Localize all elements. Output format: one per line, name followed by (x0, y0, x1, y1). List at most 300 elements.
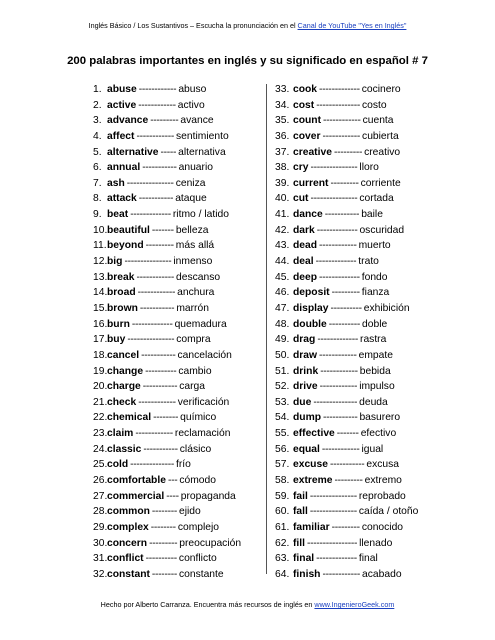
item-number: 61. (275, 521, 290, 533)
page-footer (0, 600, 495, 610)
english-word: chemical (107, 412, 152, 424)
vocabulary-item (93, 442, 263, 458)
item-number: 55. (275, 428, 290, 440)
dash-separator: --------------- (310, 162, 358, 174)
dash-separator: ------------ (321, 443, 360, 455)
dash-separator: ------------ (136, 130, 175, 142)
vocabulary-item (93, 254, 263, 270)
english-word: deposit (293, 287, 330, 299)
dash-separator: ------------ (322, 568, 361, 580)
english-word: deep (293, 271, 318, 283)
dash-separator: ------------- (319, 84, 360, 95)
dash-separator: --------------- (309, 490, 357, 502)
item-number: 57. (275, 459, 290, 471)
spanish-translation: preocupación (179, 537, 242, 549)
dash-separator: ----------- (324, 209, 360, 221)
spanish-translation: bebida (359, 365, 391, 377)
vocabulary-item (93, 145, 263, 161)
english-word: beat (107, 209, 129, 221)
dash-separator: --------- (145, 240, 174, 252)
english-word: final (293, 553, 315, 565)
english-word: cancel (107, 349, 140, 361)
spanish-translation: rastra (360, 334, 387, 346)
item-number: 12. (93, 256, 108, 268)
vocabulary-item (275, 473, 455, 489)
dash-separator: ----------- (323, 412, 358, 424)
english-word: finish (293, 568, 321, 580)
item-number: 28. (93, 506, 108, 518)
dash-separator: ------------ (319, 240, 357, 252)
dash-separator: --------- (331, 521, 360, 533)
english-word: constant (107, 568, 150, 580)
item-number: 20. (93, 381, 108, 393)
spanish-translation: más allá (175, 240, 215, 252)
dash-separator: -------------- (130, 459, 174, 471)
english-word: change (107, 365, 144, 377)
spanish-translation: corriente (360, 177, 401, 189)
dash-separator: ----------- (142, 381, 178, 393)
spanish-translation: constante (178, 568, 224, 580)
dash-separator: ------------- (131, 318, 173, 330)
vocabulary-item (93, 160, 263, 176)
dash-separator: --------- (334, 475, 363, 487)
item-number: 58. (275, 475, 290, 487)
spanish-translation: clásico (179, 443, 212, 455)
spanish-translation: reclamación (174, 428, 231, 440)
english-word: affect (107, 130, 135, 142)
vocabulary-item (275, 457, 455, 473)
english-word: draw (293, 349, 318, 361)
item-number: 4. (93, 130, 102, 142)
page-header (0, 21, 495, 31)
english-word: beyond (107, 240, 144, 252)
spanish-translation: igual (361, 443, 384, 455)
vocabulary-item (275, 410, 455, 426)
dash-separator: --------- (333, 146, 363, 158)
vocabulary-item (275, 489, 455, 505)
spanish-translation: baile (361, 209, 383, 221)
item-number: 6. (93, 162, 102, 174)
vocabulary-item (275, 191, 455, 207)
english-word: brown (107, 302, 138, 314)
item-number: 54. (275, 412, 290, 424)
spanish-translation: verificación (177, 396, 230, 408)
spanish-translation: muerto (358, 240, 391, 252)
item-number: 17. (93, 334, 108, 346)
dash-separator: ------------- (316, 224, 358, 236)
item-number: 56. (275, 443, 290, 455)
vocabulary-item (93, 238, 263, 254)
spanish-translation: marrón (176, 302, 209, 314)
english-word: common (107, 506, 150, 518)
item-number: 59. (275, 490, 290, 502)
spanish-translation: oscuridad (359, 224, 405, 236)
item-number: 21. (93, 396, 108, 408)
dash-separator: --------------- (126, 177, 174, 189)
item-number: 19. (93, 365, 108, 377)
item-number: 1. (93, 84, 102, 95)
vocabulary-list-left (93, 82, 263, 582)
english-word: drag (293, 334, 316, 346)
dash-separator: --------------- (127, 334, 175, 346)
item-number: 60. (275, 506, 290, 518)
english-word: effective (293, 428, 335, 440)
item-number: 32. (93, 568, 108, 580)
spanish-translation: abuso (178, 84, 207, 95)
dash-separator: ----------- (329, 459, 365, 471)
item-number: 33. (275, 84, 290, 95)
english-word: extreme (293, 475, 333, 487)
item-number: 36. (275, 130, 290, 142)
item-number: 37. (275, 146, 290, 158)
spanish-translation: doble (362, 318, 388, 330)
english-word: check (107, 396, 137, 408)
vocabulary-item (93, 395, 263, 411)
english-word: big (107, 256, 123, 268)
english-word: annual (107, 162, 141, 174)
spanish-translation: trato (358, 256, 379, 268)
vocabulary-item (275, 332, 455, 348)
english-word: cry (293, 162, 309, 174)
spanish-translation: inmenso (173, 256, 213, 268)
spanish-translation: activo (177, 99, 205, 111)
english-word: abuse (107, 84, 137, 95)
english-word: count (293, 115, 322, 127)
vocabulary-item (275, 379, 455, 395)
spanish-translation: creativo (364, 146, 401, 158)
vocabulary-item (93, 129, 263, 145)
english-word: alternative (107, 146, 159, 158)
english-word: broad (107, 287, 136, 299)
english-word: comfortable (107, 475, 166, 487)
english-word: excuse (293, 459, 328, 471)
spanish-translation: lloro (359, 162, 379, 174)
english-word: ash (107, 177, 125, 189)
spanish-translation: frío (175, 459, 191, 471)
item-number: 31. (93, 553, 108, 565)
vocabulary-item (275, 551, 455, 567)
dash-separator: ------------- (317, 334, 359, 346)
english-word: dance (293, 209, 323, 221)
dash-separator: ---- (166, 490, 179, 502)
item-number: 51. (275, 365, 290, 377)
spanish-translation: extremo (364, 475, 402, 487)
vocabulary-item (93, 82, 263, 98)
english-word: conflict (107, 553, 144, 565)
item-number: 15. (93, 302, 108, 314)
vocabulary-item (93, 536, 263, 552)
spanish-translation: avance (180, 115, 214, 127)
item-number: 7. (93, 177, 102, 189)
english-word: creative (293, 146, 332, 158)
dash-separator: ------------ (323, 115, 361, 127)
spanish-translation: fianza (361, 287, 390, 299)
english-word: classic (107, 443, 142, 455)
dash-separator: ----------- (142, 162, 177, 174)
dash-separator: ---------- (145, 365, 177, 377)
spanish-translation: cortada (359, 193, 394, 205)
dash-separator: ------- (336, 428, 359, 440)
item-number: 34. (275, 99, 290, 111)
english-word: fill (293, 537, 306, 549)
english-word: drink (293, 365, 319, 377)
dash-separator: --------- (149, 537, 178, 549)
column-divider (266, 84, 267, 574)
item-number: 23. (93, 428, 108, 440)
item-number: 2. (93, 99, 102, 111)
vocabulary-item (275, 426, 455, 442)
dash-separator: -------- (150, 521, 176, 533)
spanish-translation: acabado (362, 568, 402, 580)
item-number: 10. (93, 224, 108, 236)
dash-separator: ------------ (138, 99, 176, 111)
vocabulary-item (93, 489, 263, 505)
dash-separator: ------------ (322, 130, 361, 142)
vocabulary-item (93, 473, 263, 489)
dash-separator: -------------- (313, 396, 358, 408)
dash-separator: --------------- (309, 506, 357, 518)
vocabulary-item (275, 442, 455, 458)
english-word: advance (107, 115, 149, 127)
vocabulary-item (275, 98, 455, 114)
spanish-translation: cambio (178, 365, 212, 377)
spanish-translation: costo (362, 99, 387, 111)
item-number: 40. (275, 193, 290, 205)
footer-text: Hecho por Alberto Carranza. Encuentra más recursos de inglés en (100, 600, 315, 609)
english-word: deal (293, 256, 314, 268)
spanish-translation: fondo (361, 271, 388, 283)
vocabulary-item (275, 567, 455, 582)
english-word: burn (107, 318, 130, 330)
dash-separator: ----- (160, 146, 177, 158)
spanish-translation: deuda (359, 396, 388, 408)
item-number: 46. (275, 287, 290, 299)
item-number: 50. (275, 349, 290, 361)
english-word: cook (293, 84, 318, 95)
vocabulary-item (275, 113, 455, 129)
vocabulary-item (275, 238, 455, 254)
english-word: buy (107, 334, 126, 346)
english-word: concern (107, 537, 148, 549)
spanish-translation: carga (179, 381, 205, 393)
vocabulary-item (275, 270, 455, 286)
dash-separator: ------------- (315, 256, 357, 268)
item-number: 64. (275, 568, 290, 580)
spanish-translation: caída / otoño (358, 506, 419, 518)
item-number: 38. (275, 162, 290, 174)
spanish-translation: efectivo (360, 428, 397, 440)
dash-separator: ---------- (145, 553, 177, 565)
spanish-translation: cubierta (362, 130, 399, 142)
spanish-translation: anuario (178, 162, 213, 174)
dash-separator: ------------ (136, 271, 175, 283)
dash-separator: ------------ (137, 287, 176, 299)
item-number: 43. (275, 240, 290, 252)
spanish-translation: anchura (177, 287, 215, 299)
item-number: 63. (275, 553, 290, 565)
vocabulary-item (275, 129, 455, 145)
vocabulary-item (275, 536, 455, 552)
spanish-translation: llenado (359, 537, 393, 549)
item-number: 5. (93, 146, 102, 158)
english-word: cost (293, 99, 315, 111)
item-number: 14. (93, 287, 108, 299)
spanish-translation: empate (358, 349, 393, 361)
dash-separator: ------------ (320, 365, 358, 377)
vocabulary-item (93, 504, 263, 520)
dash-separator: --------- (150, 115, 179, 127)
vocabulary-item (93, 457, 263, 473)
english-word: break (107, 271, 135, 283)
item-number: 62. (275, 537, 290, 549)
english-word: commercial (107, 490, 165, 502)
dash-separator: ---------- (328, 318, 361, 330)
dash-separator: ------- (151, 224, 174, 236)
english-word: cold (107, 459, 129, 471)
youtube-channel-link[interactable]: Canal de YouTube "Yes en Inglés" (297, 21, 407, 30)
item-number: 52. (275, 381, 290, 393)
vocabulary-item (93, 379, 263, 395)
dash-separator: ---------- (330, 302, 362, 314)
spanish-translation: ceniza (175, 177, 206, 189)
spanish-translation: basurero (359, 412, 401, 424)
item-number: 11. (93, 240, 107, 252)
item-number: 42. (275, 224, 290, 236)
vocabulary-item (275, 82, 455, 98)
dash-separator: ------------ (138, 396, 176, 408)
vocabulary-item (275, 301, 455, 317)
spanish-translation: propaganda (180, 490, 236, 502)
vocabulary-item (93, 98, 263, 114)
english-word: drive (293, 381, 318, 393)
spanish-translation: ritmo / latido (172, 209, 229, 221)
item-number: 3. (93, 115, 102, 127)
vocabulary-item (93, 520, 263, 536)
english-word: fail (293, 490, 308, 502)
item-number: 30. (93, 537, 108, 549)
item-number: 41. (275, 209, 290, 221)
item-number: 44. (275, 256, 290, 268)
vocabulary-item (275, 520, 455, 536)
item-number: 27. (93, 490, 108, 502)
spanish-translation: ataque (175, 193, 207, 205)
dash-separator: ------------ (319, 349, 357, 361)
vocabulary-item (275, 348, 455, 364)
dash-separator: --------- (331, 287, 360, 299)
item-number: 53. (275, 396, 290, 408)
spanish-translation: cancelación (177, 349, 232, 361)
vocabulary-item (275, 285, 455, 301)
vocabulary-list-right (275, 82, 455, 582)
vocabulary-item (275, 207, 455, 223)
vocabulary-item (93, 191, 263, 207)
vocabulary-item (275, 504, 455, 520)
english-word: due (293, 396, 312, 408)
vocabulary-item (275, 145, 455, 161)
english-word: familiar (293, 521, 330, 533)
spanish-translation: cuenta (362, 115, 394, 127)
item-number: 48. (275, 318, 290, 330)
spanish-translation: compra (176, 334, 211, 346)
dash-separator: -------- (151, 568, 177, 580)
dash-separator: ----------- (143, 443, 178, 455)
english-word: equal (293, 443, 320, 455)
english-word: dark (293, 224, 315, 236)
vocabulary-item (275, 364, 455, 380)
spanish-translation: químico (180, 412, 217, 424)
website-link[interactable]: www.IngenieroGeek.com (314, 600, 395, 609)
english-word: cut (293, 193, 309, 205)
dash-separator: ------------ (319, 381, 358, 393)
spanish-translation: exhibición (363, 302, 410, 314)
dash-separator: ----------- (138, 193, 174, 205)
item-number: 35. (275, 115, 290, 127)
vocabulary-item (93, 410, 263, 426)
vocabulary-item (275, 254, 455, 270)
vocabulary-item (275, 317, 455, 333)
english-word: complex (107, 521, 149, 533)
vocabulary-item (93, 364, 263, 380)
vocabulary-item (275, 395, 455, 411)
english-word: double (293, 318, 327, 330)
spanish-translation: alternativa (178, 146, 226, 158)
vocabulary-item (93, 567, 263, 582)
english-word: dump (293, 412, 322, 424)
item-number: 9. (93, 209, 102, 221)
dash-separator: ------------- (319, 271, 360, 283)
english-word: active (107, 99, 137, 111)
dash-separator: --------------- (310, 193, 358, 205)
spanish-translation: sentimiento (176, 130, 229, 142)
spanish-translation: cocinero (361, 84, 401, 95)
english-word: cover (293, 130, 321, 142)
vocabulary-item (275, 223, 455, 239)
english-word: charge (107, 381, 141, 393)
spanish-translation: cómodo (179, 475, 216, 487)
vocabulary-item (93, 426, 263, 442)
item-number: 26. (93, 475, 108, 487)
english-word: fall (293, 506, 308, 518)
dash-separator: ----------- (141, 349, 176, 361)
dash-separator: --------------- (124, 256, 172, 268)
vocabulary-item (275, 176, 455, 192)
dash-separator: -------- (153, 412, 179, 424)
spanish-translation: descanso (176, 271, 221, 283)
item-number: 22. (93, 412, 108, 424)
item-number: 49. (275, 334, 290, 346)
english-word: display (293, 302, 329, 314)
dash-separator: ------------- (316, 553, 357, 565)
item-number: 13. (93, 271, 108, 283)
vocabulary-item (93, 113, 263, 129)
dash-separator: ------------- (130, 209, 171, 221)
header-text: Inglés Básico / Los Sustantivos – Escucha la pronunciación en el (88, 21, 298, 30)
vocabulary-item (93, 285, 263, 301)
item-number: 8. (93, 193, 102, 205)
vocabulary-item (93, 317, 263, 333)
dash-separator: -------------- (316, 99, 360, 111)
english-word: claim (107, 428, 134, 440)
spanish-translation: complejo (177, 521, 220, 533)
vocabulary-item (93, 301, 263, 317)
item-number: 24. (93, 443, 108, 455)
english-word: beautiful (107, 224, 150, 236)
item-number: 45. (275, 271, 290, 283)
spanish-translation: belleza (175, 224, 209, 236)
vocabulary-item (93, 207, 263, 223)
item-number: 16. (93, 318, 108, 330)
spanish-translation: excusa (366, 459, 399, 471)
